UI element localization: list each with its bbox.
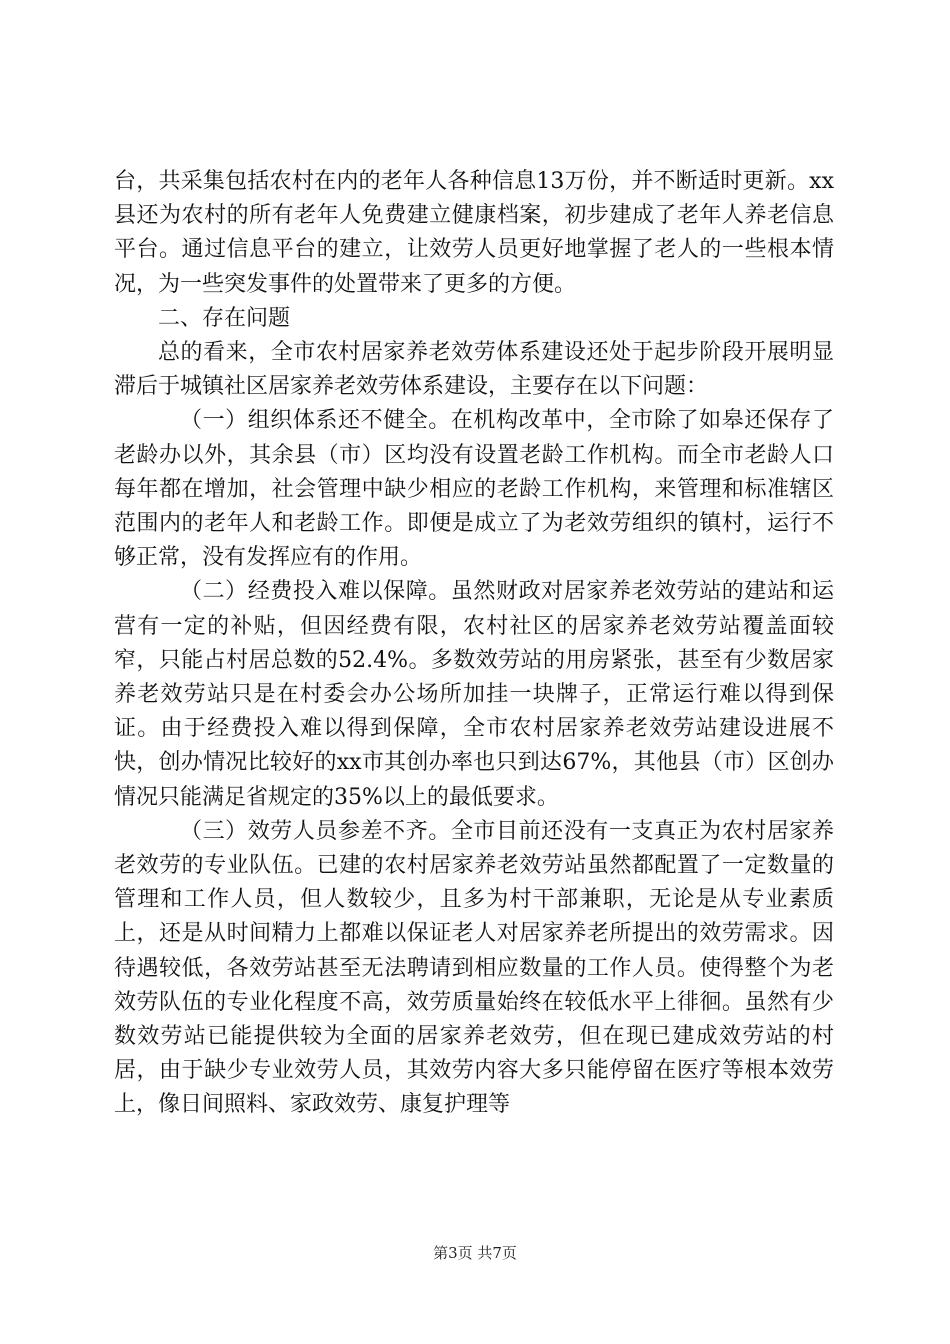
paragraph-staff: （三）效劳人员参差不齐。全市目前还没有一支真正为农村居家养老效劳的专业队伍。已建的农村居家养老效劳站虽然都配置了一定数量的管理和工作人员，但人数较少，且多为村干部兼职，无论是从专业素质上，还是从时间精力上都难以保证老人对居家养老所提出的效劳需求。因待遇较低，各效劳站甚至无法聘请到相应数量的工作人员。使得整个为老效劳队伍的专业化程度不高，效劳质量始终在较低水平上徘徊。虽然有少数效劳站已能提供较为全面的居家养老效劳，但在现已建成效劳站的村居，由于缺少专业效劳人员，其效劳内容大多只能停留在医疗等根本效劳上，像日间照料、家政效劳、康复护理等 (114, 818, 834, 1118)
document-body (114, 165, 834, 1123)
paragraph-info-platform: 台，共采集包括农村在内的老年人各种信息13万份，并不断适时更新。xx县还为农村的所有老年人免费建立健康档案，初步建成了老年人养老信息平台。通过信息平台的建立，让效劳人员更好地掌握了老人的一些根本情况，为一些突发事件的处置带来了更多的方便。 (114, 169, 834, 297)
paragraph-overview: 总的看来，全市农村居家养老效劳体系建设还处于起步阶段开展明显滞后于城镇社区居家养老效劳体系建设，主要存在以下问题： (114, 340, 834, 400)
page-number-footer: 第3页 共7页 (433, 1244, 517, 1262)
paragraph-funding: （二）经费投入难以保障。虽然财政对居家养老效劳站的建站和运营有一定的补贴，但因经费有限，农村社区的居家养老效劳站覆盖面较窄，只能占村居总数的52.4%。多数效劳站的用房紧张，甚至有少数居家养老效劳站只是在村委会办公场所加挂一块牌子，正常运行难以得到保证。由于经费投入难以得到保障，全市农村居家养老效劳站建设进展不快，创办情况比较好的xx市其创办率也只到达67%，其他县（市）区创办情况只能满足省规定的35%以上的最低要求。 (114, 579, 834, 810)
section-heading-problems: 二、存在问题 (158, 305, 291, 331)
paragraph-organization: （一）组织体系还不健全。在机构改革中，全市除了如皋还保存了老龄办以外，其余县（市）区均没有设置老龄工作机构。而全市老龄人口每年都在增加，社会管理中缺少相应的老龄工作机构，来管理和标准辖区范围内的老年人和老龄工作。即便是成立了为老效劳组织的镇村，运行不够正常，没有发挥应有的作用。 (114, 408, 834, 571)
